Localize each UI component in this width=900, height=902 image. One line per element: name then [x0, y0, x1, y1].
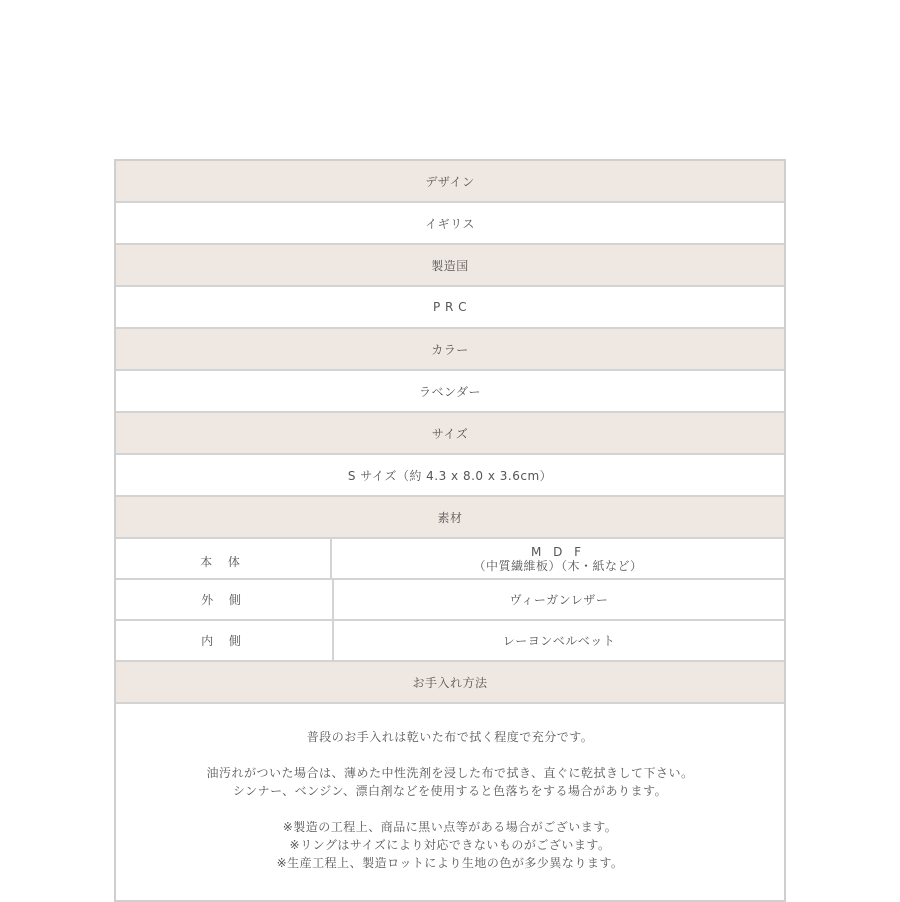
- size-label: サイズ: [431, 426, 469, 441]
- care-paragraph: [116, 764, 784, 800]
- material-value-line1: レーヨンベルベット: [502, 633, 616, 648]
- design-label-row: [116, 161, 784, 203]
- color-value: ラベンダー: [418, 384, 482, 399]
- country-label-row: [116, 245, 784, 287]
- material-value-line1: ヴィーガンレザー: [509, 592, 609, 607]
- care-line: 普段のお手入れは乾いた布で拭く程度で充分です。: [306, 730, 594, 744]
- care-note: ※製造の工程上、商品に黒い点等がある場合がございます。: [282, 820, 618, 834]
- material-value-line1: M D F: [530, 544, 586, 559]
- country-value-row: [116, 287, 784, 329]
- color-value-row: [116, 371, 784, 413]
- material-part-label: 外 側: [116, 580, 334, 619]
- material-row-inner: [116, 621, 784, 662]
- design-value-row: [116, 203, 784, 245]
- material-value-line2: （中質繊維板）（木・紙など）: [473, 558, 643, 573]
- care-line: 油汚れがついた場合は、薄めた中性洗剤を浸した布で拭き、直ぐに乾拭きして下さい。: [206, 766, 694, 780]
- material-label: 素材: [437, 510, 463, 525]
- care-paragraph: [116, 728, 784, 746]
- material-row-outer: [116, 580, 784, 621]
- size-label-row: [116, 413, 784, 455]
- size-value: S サイズ（約 4.3 x 8.0 x 3.6cm）: [347, 468, 553, 483]
- care-notes: [116, 818, 784, 872]
- size-value-row: [116, 455, 784, 497]
- product-spec-table: [114, 159, 786, 902]
- country-label: 製造国: [431, 258, 469, 273]
- design-value: イギリス: [425, 216, 475, 231]
- material-label-row: [116, 497, 784, 539]
- color-label: カラー: [431, 342, 469, 357]
- care-instructions: [116, 704, 784, 900]
- material-part-value: [334, 580, 784, 619]
- care-label: お手入れ方法: [412, 675, 488, 690]
- material-part-label: 本 体: [116, 539, 332, 578]
- material-part-value: [332, 539, 784, 578]
- material-part-label: 内 側: [116, 621, 334, 660]
- care-line: シンナー、ベンジン、漂白剤などを使用すると色落ちをする場合があります。: [232, 784, 668, 798]
- country-value: P R C: [432, 300, 468, 314]
- material-row-body: [116, 539, 784, 580]
- care-label-row: [116, 662, 784, 704]
- care-note: ※リングはサイズにより対応できないものがございます。: [289, 838, 611, 852]
- color-label-row: [116, 329, 784, 371]
- care-note: ※生産工程上、製造ロットにより生地の色が多少異なります。: [276, 856, 624, 870]
- material-part-value: [334, 621, 784, 660]
- design-label: デザイン: [425, 174, 475, 189]
